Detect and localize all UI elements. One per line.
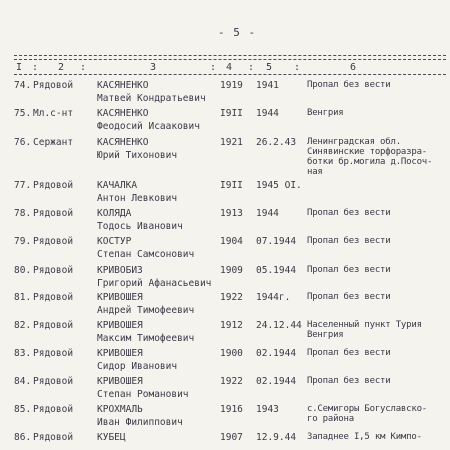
record-birth-year: 1922: [220, 292, 243, 303]
record-surname: КРИВОШЕЯ: [97, 320, 143, 331]
record-death-date: 02.1944: [256, 348, 297, 359]
record-death-date: 1944г.: [256, 292, 291, 303]
record-fate-line: Населенный пункт Турия: [307, 320, 422, 330]
record-number: 75.: [14, 108, 32, 119]
record-rank: Рядовой: [33, 404, 74, 415]
record-given-name: Григорий Афанасьевич: [97, 278, 212, 289]
record-surname: КУБЕЦ: [97, 432, 126, 443]
record-given-name: Степан Самсонович: [97, 249, 195, 260]
record-number: 85.: [14, 404, 32, 415]
record-rank: Рядовой: [33, 320, 74, 331]
record-fate-line: Пропал без вести: [307, 265, 391, 275]
record-rank: Рядовой: [33, 236, 74, 247]
header-separator: :: [32, 62, 39, 73]
record-fate-line: Венгрия: [307, 330, 344, 340]
record-fate-line: Пропал без вести: [307, 292, 391, 302]
header-rule-top: [14, 55, 446, 56]
header-col-2: 2: [58, 62, 65, 73]
record-given-name: Феодосий Исаакович: [97, 121, 200, 132]
record-death-date: 02.1944: [256, 376, 297, 387]
record-fate-line: Пропал без вести: [307, 236, 391, 246]
header-separator: :: [248, 62, 255, 73]
record-surname: КРИВОБИЗ: [97, 265, 143, 276]
record-birth-year: 1922: [220, 376, 243, 387]
record-fate-line: Пропал без вести: [307, 80, 391, 90]
record-birth-year: 1919: [220, 80, 243, 91]
record-fate-line: ная: [307, 167, 323, 177]
record-death-date: 1945 OI.: [256, 180, 302, 191]
record-birth-year: 1909: [220, 265, 243, 276]
record-number: 84.: [14, 376, 32, 387]
record-rank: Рядовой: [33, 348, 74, 359]
record-rank: Рядовой: [33, 376, 74, 387]
header-separator: :: [210, 62, 217, 73]
record-fate-line: с.Семигоры Богуславско-: [307, 404, 428, 414]
record-surname: КАЧАЛКА: [97, 180, 138, 191]
record-surname: КАСЯНЕНКО: [97, 108, 149, 119]
record-number: 86.: [14, 432, 32, 443]
record-death-date: 1941: [256, 80, 279, 91]
record-surname: КАСЯНЕНКО: [97, 137, 149, 148]
record-fate-line: Синявинские торфоразра-: [307, 147, 428, 157]
header-separator: :: [294, 62, 301, 73]
record-death-date: 26.2.43: [256, 137, 297, 148]
record-surname: КРИВОШЕЯ: [97, 348, 143, 359]
record-surname: КОСТУР: [97, 236, 132, 247]
record-surname: КАСЯНЕНКО: [97, 80, 149, 91]
record-number: 81.: [14, 292, 32, 303]
record-surname: КОЛЯДА: [97, 208, 132, 219]
record-number: 82.: [14, 320, 32, 331]
record-number: 80.: [14, 265, 32, 276]
record-fate-line: ботки бр.могила д.Посоч-: [307, 157, 433, 167]
record-death-date: 1943: [256, 404, 279, 415]
record-death-date: 1944: [256, 108, 279, 119]
record-surname: КРИВОШЕЯ: [97, 376, 143, 387]
record-number: 76.: [14, 137, 32, 148]
header-separator: :: [80, 62, 87, 73]
record-death-date: 24.12.44: [256, 320, 302, 331]
record-given-name: Антон Левкович: [97, 193, 178, 204]
record-number: 83.: [14, 348, 32, 359]
record-rank: Мл.с-нт: [33, 108, 74, 119]
record-death-date: 07.1944: [256, 236, 297, 247]
record-fate-line: го района: [307, 414, 354, 424]
record-fate-line: Пропал без вести: [307, 208, 391, 218]
header-rule-bottom: [14, 74, 446, 75]
record-birth-year: 1913: [220, 208, 243, 219]
header-rule-top-2: [14, 59, 446, 60]
header-col-4: 4: [226, 62, 233, 73]
record-given-name: Степан Романович: [97, 389, 189, 400]
record-death-date: 12.9.44: [256, 432, 297, 443]
record-rank: Рядовой: [33, 180, 74, 191]
record-rank: Рядовой: [33, 208, 74, 219]
header-col-5: 5: [266, 62, 273, 73]
record-death-date: 05.1944: [256, 265, 297, 276]
record-fate-line: Пропал без вести: [307, 348, 391, 358]
record-rank: Рядовой: [33, 80, 74, 91]
record-birth-year: I9II: [220, 108, 243, 119]
record-birth-year: 1904: [220, 236, 243, 247]
record-rank: Сержант: [33, 137, 74, 148]
record-fate-line: Западнее I,5 км Кимпо-: [307, 432, 422, 442]
record-number: 79.: [14, 236, 32, 247]
record-fate-line: Ленинградская обл.: [307, 137, 401, 147]
record-given-name: Тодось Иванович: [97, 221, 183, 232]
record-birth-year: I9II: [220, 180, 243, 191]
record-given-name: Юрий Тихонович: [97, 150, 178, 161]
record-fate-line: Пропал без вести: [307, 376, 391, 386]
record-given-name: Матвей Кондратьевич: [97, 93, 206, 104]
header-col-6: 6: [350, 62, 357, 73]
record-surname: КРОХМАЛЬ: [97, 404, 143, 415]
record-rank: Рядовой: [33, 432, 74, 443]
record-surname: КРИВОШЕЯ: [97, 292, 143, 303]
record-fate-line: Венгрия: [307, 108, 344, 118]
record-birth-year: 1912: [220, 320, 243, 331]
record-rank: Рядовой: [33, 292, 74, 303]
record-birth-year: 1916: [220, 404, 243, 415]
record-birth-year: 1921: [220, 137, 243, 148]
record-given-name: Иван Филиппович: [97, 417, 183, 428]
record-number: 78.: [14, 208, 32, 219]
record-number: 77.: [14, 180, 32, 191]
record-number: 74.: [14, 80, 32, 91]
header-col-1: I: [16, 62, 23, 73]
header-col-3: 3: [150, 62, 157, 73]
record-given-name: Максим Тимофеевич: [97, 333, 195, 344]
record-birth-year: 1900: [220, 348, 243, 359]
record-rank: Рядовой: [33, 265, 74, 276]
record-death-date: 1944: [256, 208, 279, 219]
record-birth-year: 1907: [220, 432, 243, 443]
record-given-name: Сидор Иванович: [97, 361, 178, 372]
record-given-name: Андрей Тимофеевич: [97, 305, 195, 316]
page-number: - 5 -: [218, 26, 257, 39]
